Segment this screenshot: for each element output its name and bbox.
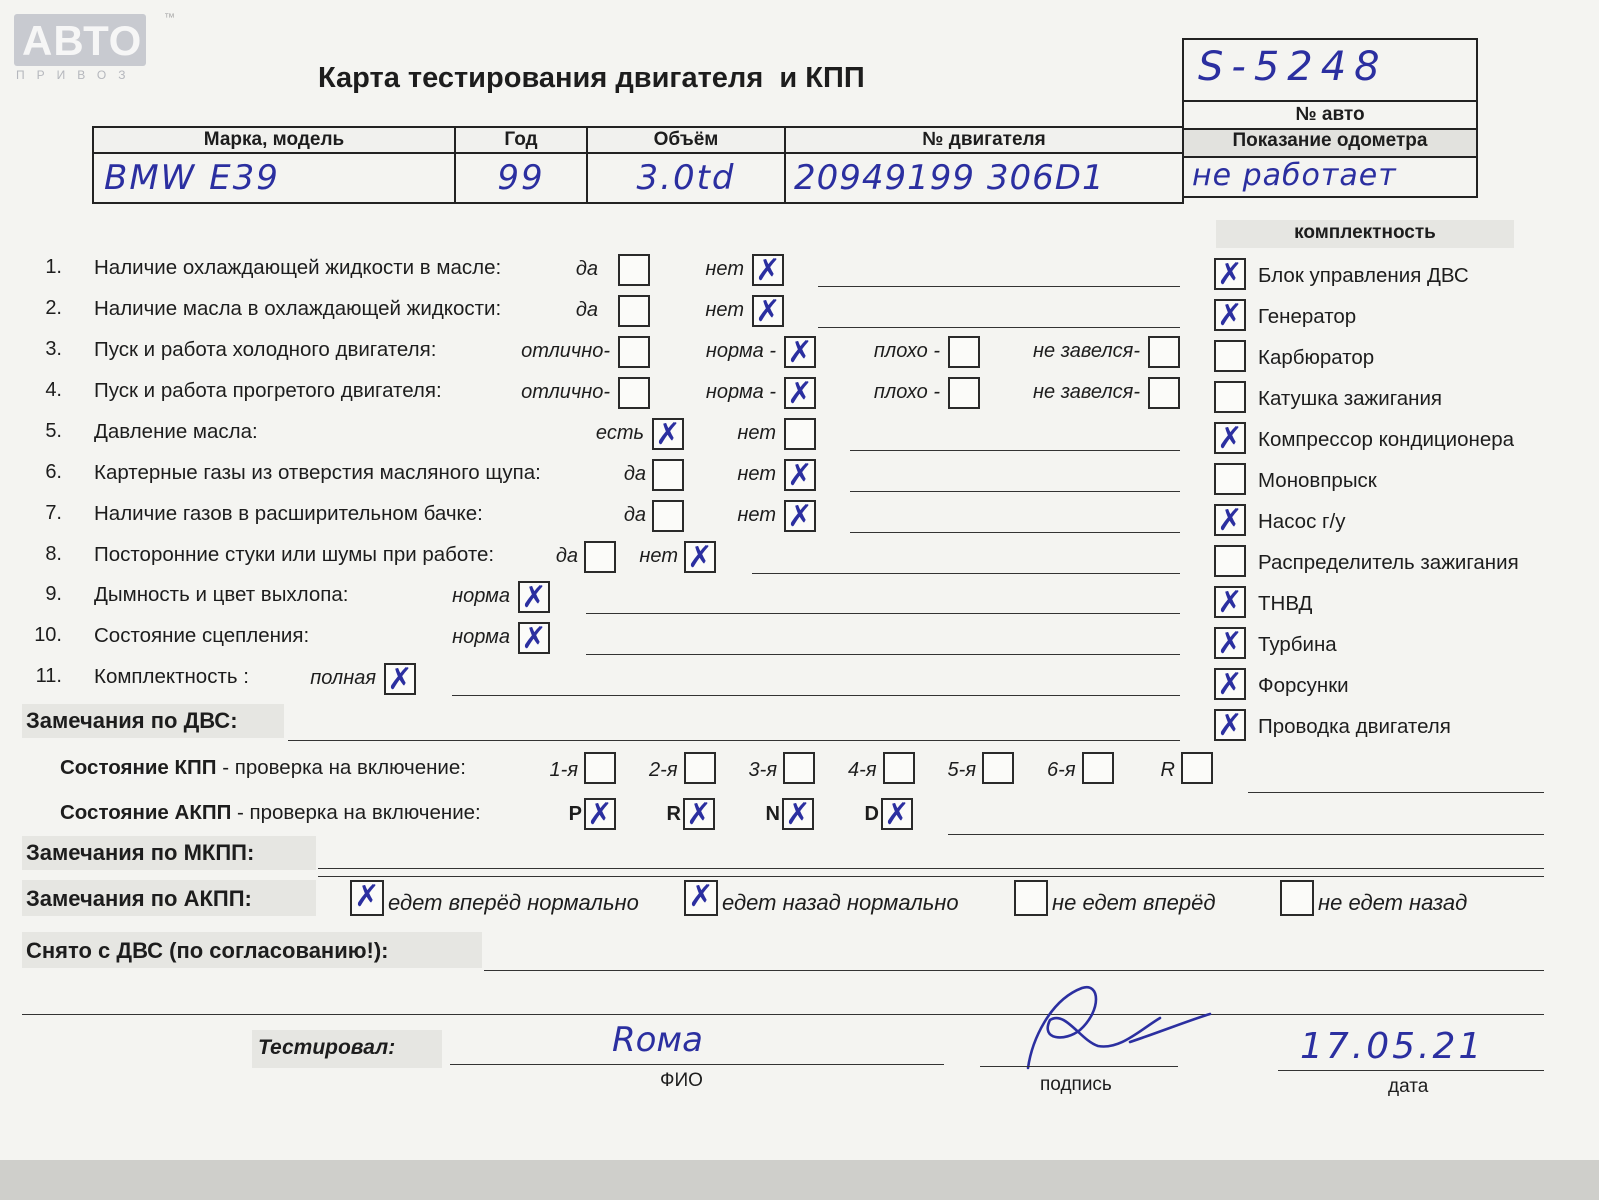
kpp-gear-label: 3-я	[748, 759, 777, 781]
remarks-mkpp-label: Замечания по МКПП:	[26, 840, 255, 865]
logo	[14, 12, 175, 66]
completeness-item-label: Насос г/у	[1258, 510, 1346, 533]
kpp-gear-checkbox-mark	[1183, 754, 1211, 782]
fio-line[interactable]	[450, 1064, 944, 1065]
check-label: Картерные газы из отверстия масляного щупа:	[94, 461, 541, 484]
check-number: 5.	[45, 420, 62, 442]
check-box[interactable]	[618, 377, 650, 409]
check-box-mark	[654, 461, 682, 489]
check-box[interactable]	[518, 622, 550, 654]
check-box-mark	[620, 338, 648, 366]
kpp-gear-checkbox[interactable]	[883, 752, 915, 784]
kpp-gear-label: 2-я	[649, 759, 678, 781]
date-value: 17.05.21	[1300, 1026, 1485, 1067]
akpp-remark-mark	[1282, 882, 1312, 914]
akpp-remark-mark: ✗	[688, 879, 714, 914]
remarks-akpp-label: Замечания по АКПП:	[26, 886, 252, 911]
akpp-position-checkbox-mark: ✗	[686, 797, 712, 832]
completeness-item-label: Турбина	[1258, 633, 1337, 656]
check-box[interactable]	[618, 254, 650, 286]
completeness-item-label: Проводка двигателя	[1258, 715, 1451, 738]
col-year: Год	[455, 127, 587, 153]
akpp-remark-checkbox[interactable]	[1280, 880, 1314, 916]
completeness-item-label: Блок управления ДВС	[1258, 264, 1469, 287]
check-number: 4.	[45, 379, 62, 401]
check-label: Пуск и работа холодного двигателя:	[94, 338, 437, 361]
completeness-checkbox-mark: ✗	[1217, 298, 1243, 333]
akpp-position-checkbox[interactable]	[584, 798, 616, 830]
check-label: Комплектность :	[94, 665, 249, 688]
fio-value: Roма	[612, 1020, 703, 1060]
kpp-gear-label: 5-я	[947, 759, 976, 781]
kpp-gear-label: 6-я	[1047, 759, 1076, 781]
check-box[interactable]	[652, 500, 684, 532]
completeness-checkbox-mark: ✗	[1217, 585, 1243, 620]
check-box[interactable]	[518, 581, 550, 613]
completeness-item-label: Карбюратор	[1258, 346, 1375, 369]
col-engine-number: № двигателя	[785, 127, 1183, 153]
check-box[interactable]	[684, 541, 716, 573]
value-volume: 3.0td	[636, 158, 736, 198]
akpp-remark-label: едет назад нормально	[722, 890, 959, 915]
auto-number-value: S-5248	[1198, 44, 1388, 90]
akpp-line[interactable]	[948, 834, 1544, 835]
check-option-label: да	[575, 258, 598, 280]
akpp-position-checkbox[interactable]	[881, 798, 913, 830]
completeness-title: комплектность	[1294, 222, 1436, 243]
check-option-label: нет	[737, 463, 776, 485]
akpp-position-checkbox-mark: ✗	[587, 797, 613, 832]
kpp-gear-checkbox[interactable]	[684, 752, 716, 784]
akpp-position-label: P	[568, 803, 582, 825]
check-comment-line[interactable]	[586, 654, 1180, 655]
kpp-gear-label: 1-я	[549, 759, 578, 781]
value-year: 99	[497, 158, 545, 198]
check-box-mark: ✗	[655, 417, 681, 452]
check-number: 11.	[35, 665, 62, 687]
check-option-label: есть	[595, 422, 644, 444]
check-option-label: нет	[737, 422, 776, 444]
check-label: Посторонние стуки или шумы при работе:	[94, 543, 495, 566]
completeness-checkbox[interactable]	[1214, 463, 1246, 495]
col-volume: Объём	[587, 127, 785, 153]
auto-number-label: № авто	[1295, 104, 1365, 125]
completeness-item-label: ТНВД	[1258, 592, 1313, 615]
auto-number-box	[1182, 38, 1478, 198]
check-label: Дымность и цвет выхлопа:	[94, 583, 349, 606]
check-box-mark: ✗	[521, 621, 547, 656]
akpp-position-checkbox-mark: ✗	[785, 797, 811, 832]
page-title: Карта тестирования двигателя и КПП	[318, 62, 865, 94]
check-comment-line[interactable]	[850, 450, 1180, 451]
logo-text: АВТО	[22, 17, 143, 64]
check-option-label: да	[575, 299, 598, 321]
check-box[interactable]	[752, 254, 784, 286]
check-box-mark: ✗	[787, 499, 813, 534]
completeness-checkbox-mark: ✗	[1217, 626, 1243, 661]
check-box[interactable]	[948, 336, 980, 368]
completeness-checkbox-mark	[1216, 547, 1244, 575]
check-number: 9.	[45, 583, 62, 605]
kpp-label: Состояние КПП - проверка на включение:	[60, 756, 466, 779]
check-option-label: норма -	[705, 340, 776, 362]
value-engine-number: 20949199 306D1	[794, 158, 1105, 198]
check-box[interactable]	[652, 459, 684, 491]
check-box[interactable]	[948, 377, 980, 409]
kpp-gear-checkbox[interactable]	[982, 752, 1014, 784]
kpp-gear-checkbox-mark	[586, 754, 614, 782]
completeness-checkbox-mark	[1216, 465, 1244, 493]
check-box[interactable]	[384, 663, 416, 695]
completeness-checkbox-mark: ✗	[1217, 257, 1243, 292]
fio-caption: ФИО	[660, 1070, 703, 1091]
check-number: 10.	[34, 624, 62, 646]
completeness-item-label: Моновпрыск	[1258, 469, 1377, 492]
completeness-item-label: Распределитель зажигания	[1258, 551, 1519, 574]
kpp-gear-checkbox-mark	[885, 754, 913, 782]
kpp-gear-checkbox[interactable]	[584, 752, 616, 784]
signature	[1010, 980, 1220, 1076]
akpp-remark-checkbox[interactable]	[684, 880, 718, 916]
check-box-mark	[950, 338, 978, 366]
completeness-checkbox-mark	[1216, 342, 1244, 370]
check-box-mark	[620, 256, 648, 284]
check-option-label: нет	[705, 258, 744, 280]
logo-trademark: ™	[164, 12, 175, 24]
check-option-label: да	[555, 545, 578, 567]
completeness-item-label: Генератор	[1258, 305, 1357, 328]
akpp-remark-label: не едет вперёд	[1052, 890, 1216, 915]
completeness-checkbox-mark: ✗	[1217, 708, 1243, 743]
check-box[interactable]	[784, 500, 816, 532]
check-option-label: полная	[310, 667, 376, 689]
completeness-checkbox[interactable]	[1214, 504, 1246, 536]
check-comment-line[interactable]	[818, 327, 1180, 328]
kpp-gear-checkbox[interactable]	[783, 752, 815, 784]
akpp-remark-mark: ✗	[354, 879, 380, 914]
check-option-label: норма	[452, 626, 510, 648]
check-comment-line[interactable]	[586, 613, 1180, 614]
akpp-position-label: N	[765, 803, 780, 825]
kpp-gear-checkbox-mark	[1084, 754, 1112, 782]
check-label: Давление масла:	[94, 420, 258, 443]
completeness-item-label: Форсунки	[1258, 674, 1349, 697]
signature-caption: подпись	[1040, 1074, 1112, 1095]
akpp-position-label: R	[666, 803, 681, 825]
col-make-model: Марка, модель	[93, 127, 455, 153]
check-box-mark	[786, 420, 814, 448]
akpp-position-label: D	[864, 803, 879, 825]
check-box-mark: ✗	[387, 662, 413, 697]
check-box-mark: ✗	[787, 335, 813, 370]
completeness-checkbox[interactable]	[1214, 586, 1246, 618]
completeness-checkbox[interactable]	[1214, 668, 1246, 700]
remarks-engine-line[interactable]	[288, 740, 1180, 741]
akpp-position-checkbox[interactable]	[683, 798, 715, 830]
check-number: 3.	[45, 338, 62, 360]
check-comment-line[interactable]	[752, 573, 1180, 574]
check-label: Наличие масла в охлаждающей жидкости:	[94, 297, 502, 320]
completeness-checkbox[interactable]	[1214, 709, 1246, 741]
akpp-position-checkbox-mark: ✗	[884, 797, 910, 832]
check-box-mark	[950, 379, 978, 407]
completeness-checkbox[interactable]	[1214, 545, 1246, 577]
check-box[interactable]	[652, 418, 684, 450]
check-box[interactable]	[752, 295, 784, 327]
completeness-item-label: Компрессор кондиционера	[1258, 428, 1515, 451]
check-option-label: плохо -	[873, 340, 940, 362]
remarks-mkpp-line[interactable]	[318, 868, 1544, 869]
kpp-gear-checkbox[interactable]	[1181, 752, 1213, 784]
check-box[interactable]	[618, 336, 650, 368]
check-box[interactable]	[584, 541, 616, 573]
vehicle-info-table	[92, 126, 1184, 204]
check-number: 2.	[45, 297, 62, 319]
check-box-mark	[620, 379, 648, 407]
akpp-remark-label: не едет назад	[1318, 890, 1468, 915]
check-box-mark: ✗	[787, 458, 813, 493]
check-number: 7.	[45, 502, 62, 524]
check-box[interactable]	[784, 418, 816, 450]
removed-label: Снято с ДВС (по согласованию!):	[26, 938, 389, 963]
check-box-mark: ✗	[687, 540, 713, 575]
odometer-value: не работает	[1192, 158, 1397, 193]
completeness-checkbox[interactable]	[1214, 258, 1246, 290]
logo-subtext: ПРИВОЗ	[16, 68, 138, 82]
check-comment-line[interactable]	[850, 491, 1180, 492]
completeness-item-label: Катушка зажигания	[1258, 387, 1442, 410]
completeness-checkbox-mark: ✗	[1217, 503, 1243, 538]
check-box[interactable]	[784, 459, 816, 491]
check-box[interactable]	[784, 377, 816, 409]
check-box-mark	[1150, 338, 1178, 366]
kpp-gear-checkbox[interactable]	[1082, 752, 1114, 784]
completeness-checkbox-mark: ✗	[1217, 421, 1243, 456]
akpp-label: Состояние АКПП - проверка на включение:	[60, 801, 481, 824]
kpp-gear-checkbox-mark	[686, 754, 714, 782]
check-box-mark	[654, 502, 682, 530]
check-box-mark	[1150, 379, 1178, 407]
check-box[interactable]	[1148, 336, 1180, 368]
check-comment-line[interactable]	[850, 532, 1180, 533]
check-option-label: отлично-	[521, 340, 610, 362]
odometer-label: Показание одометра	[1184, 130, 1476, 156]
check-box-mark: ✗	[755, 253, 781, 288]
check-box[interactable]	[1148, 377, 1180, 409]
check-number: 8.	[45, 543, 62, 565]
removed-line[interactable]	[484, 970, 1544, 971]
check-box-mark: ✗	[787, 376, 813, 411]
date-caption: дата	[1388, 1076, 1429, 1097]
signature-line[interactable]	[980, 1066, 1178, 1067]
check-comment-line[interactable]	[818, 286, 1180, 287]
completeness-checkbox[interactable]	[1214, 422, 1246, 454]
check-box[interactable]	[618, 295, 650, 327]
check-number: 1.	[45, 256, 62, 278]
kpp-gear-checkbox-mark	[984, 754, 1012, 782]
check-box[interactable]	[784, 336, 816, 368]
akpp-remark-checkbox[interactable]	[350, 880, 384, 916]
check-number: 6.	[45, 461, 62, 483]
completeness-checkbox[interactable]	[1214, 381, 1246, 413]
check-option-label: да	[623, 504, 646, 526]
completeness-checkbox[interactable]	[1214, 627, 1246, 659]
check-comment-line[interactable]	[452, 695, 1180, 696]
completeness-checkbox-mark	[1216, 383, 1244, 411]
tested-by-label: Тестировал:	[258, 1036, 396, 1059]
remarks-engine-label: Замечания по ДВС:	[26, 708, 238, 733]
check-box-mark: ✗	[755, 294, 781, 329]
check-option-label: норма	[452, 585, 510, 607]
scan-edge	[0, 1160, 1599, 1200]
check-label: Наличие охлаждающей жидкости в масле:	[94, 256, 502, 279]
check-option-label: нет	[639, 545, 678, 567]
completeness-checkbox-mark: ✗	[1217, 667, 1243, 702]
check-option-label: нет	[737, 504, 776, 526]
kpp-gear-checkbox-mark	[785, 754, 813, 782]
check-option-label: нет	[705, 299, 744, 321]
value-make-model: BMW E39	[104, 158, 280, 198]
akpp-position-checkbox[interactable]	[782, 798, 814, 830]
check-option-label: отлично-	[521, 381, 610, 403]
check-label: Состояние сцепления:	[94, 624, 310, 647]
akpp-remark-checkbox[interactable]	[1014, 880, 1048, 916]
check-box-mark: ✗	[521, 580, 547, 615]
check-box-mark	[586, 543, 614, 571]
check-option-label: норма -	[705, 381, 776, 403]
check-box-mark	[620, 297, 648, 325]
akpp-remark-label: едет вперёд нормально	[388, 890, 639, 915]
check-label: Наличие газов в расширительном бачке:	[94, 502, 483, 525]
completeness-checkbox[interactable]	[1214, 340, 1246, 372]
akpp-remark-mark	[1016, 882, 1046, 914]
kpp-gear-label: R	[1160, 759, 1175, 781]
check-label: Пуск и работа прогретого двигателя:	[94, 379, 442, 402]
check-option-label: плохо -	[873, 381, 940, 403]
kpp-line[interactable]	[1248, 792, 1544, 793]
check-option-label: не завелся-	[1033, 340, 1140, 362]
check-option-label: не завелся-	[1033, 381, 1140, 403]
check-option-label: да	[623, 463, 646, 485]
completeness-checkbox[interactable]	[1214, 299, 1246, 331]
date-line[interactable]	[1278, 1070, 1544, 1071]
kpp-gear-label: 4-я	[848, 759, 877, 781]
